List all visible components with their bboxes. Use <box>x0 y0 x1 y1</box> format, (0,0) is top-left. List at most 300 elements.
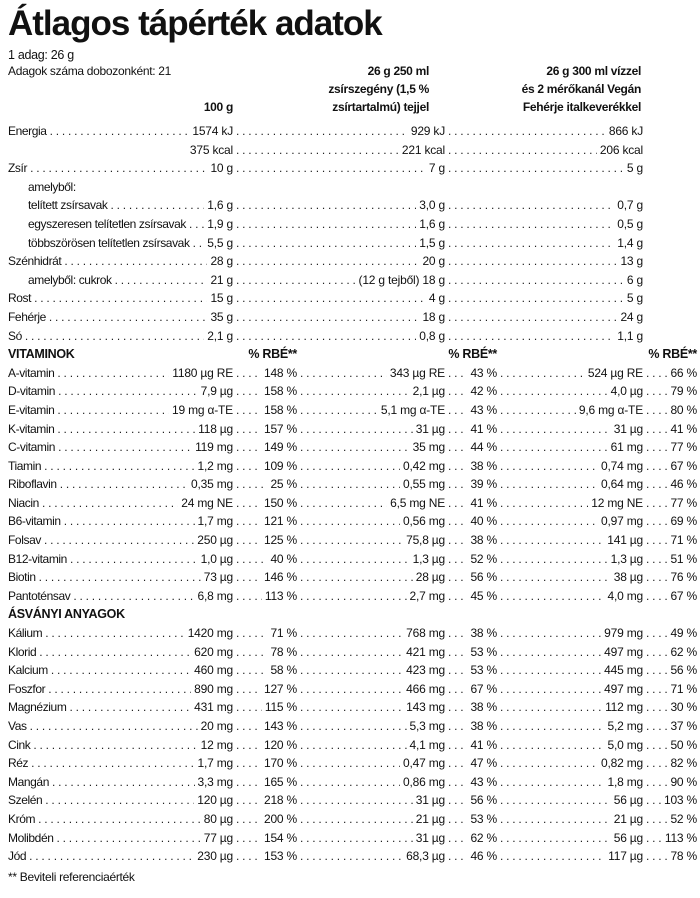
table-row <box>8 552 697 571</box>
row-label: B12-vitamin <box>8 551 67 566</box>
dot-leader <box>445 812 467 826</box>
value-100g: 1,2 mg <box>197 458 233 473</box>
value: 41 % <box>670 421 697 436</box>
value: 112 mg <box>605 700 643 715</box>
dot-leader <box>297 700 403 714</box>
value: 0,55 mg <box>403 477 445 492</box>
value: 31 µg <box>415 421 445 436</box>
value-100g: 118 µg <box>198 421 233 436</box>
value: 4,0 µg <box>610 384 643 399</box>
rbe-header-col1: % RBÉ** <box>248 347 297 362</box>
column-segment <box>497 775 643 789</box>
dot-leader <box>233 291 426 305</box>
row-label: Kálium <box>8 626 43 641</box>
column-segment <box>233 236 445 250</box>
column-segment <box>643 570 697 584</box>
dot-leader <box>297 384 410 398</box>
column-segment <box>233 756 297 770</box>
vitamins-heading: VITAMINOK <box>8 347 75 362</box>
column-segment <box>497 700 643 714</box>
row-label: Niacin <box>8 495 39 510</box>
dot-leader <box>233 626 267 640</box>
dot-leader <box>445 217 614 231</box>
dot-leader <box>70 589 194 603</box>
column-segment <box>233 254 445 268</box>
column-header-vegan-line1: 26 g 300 ml vízzel <box>546 64 641 78</box>
column-segment <box>643 422 697 436</box>
table-row <box>8 626 697 645</box>
value: 1,3 µg <box>610 551 643 566</box>
minerals-section-header <box>8 607 697 626</box>
value-100g: 375 kcal <box>189 142 233 157</box>
dot-leader <box>54 422 195 436</box>
dot-leader <box>297 663 403 677</box>
value: 423 mg <box>406 663 445 678</box>
value: 77 % <box>670 440 697 455</box>
dot-leader <box>297 775 400 789</box>
dot-leader <box>643 756 667 770</box>
dot-leader <box>497 533 604 547</box>
value: 143 % <box>263 719 297 733</box>
dot-leader <box>233 533 261 547</box>
column-segment <box>497 645 643 659</box>
value: 497 mg <box>604 644 643 659</box>
row-label: E-vitamin <box>8 402 55 417</box>
dot-leader <box>497 663 601 677</box>
dot-leader <box>643 849 667 863</box>
value-100g: 3,3 mg <box>197 774 233 789</box>
column-segment <box>297 552 445 566</box>
dot-leader <box>233 849 261 863</box>
dot-leader <box>445 738 467 752</box>
row-label: többszörösen telítetlen zsírsavak <box>28 235 190 250</box>
value: 25 % <box>270 477 297 492</box>
column-segment <box>643 626 697 640</box>
column-segment <box>445 570 497 584</box>
value: 31 µg <box>415 793 445 808</box>
column-segment <box>297 589 445 603</box>
dot-leader <box>297 719 407 733</box>
column-segment <box>643 775 697 789</box>
row-label: K-vitamin <box>8 421 55 436</box>
value: 445 mg <box>604 663 643 678</box>
dot-leader <box>41 533 194 547</box>
column-segment <box>445 626 497 640</box>
value: 200 % <box>263 811 297 826</box>
dot-leader <box>233 329 416 343</box>
column-segment <box>233 626 297 640</box>
row-label: Fehérje <box>8 309 46 324</box>
value: 67 % <box>470 681 497 696</box>
dot-leader <box>36 570 201 584</box>
column-segment <box>445 738 497 752</box>
column-segment <box>297 849 445 863</box>
dot-leader <box>297 552 410 566</box>
column-header-line-1 <box>8 64 697 82</box>
column-segment <box>445 236 643 250</box>
dot-leader <box>643 738 667 752</box>
value: 5,1 mg α-TE <box>380 402 445 417</box>
column-segment <box>233 645 297 659</box>
footnote: ** Beviteli referenciaérték <box>8 869 135 884</box>
column-segment <box>233 198 445 212</box>
value: 5 g <box>626 161 643 176</box>
value: 0,7 g <box>617 198 643 213</box>
dot-leader <box>643 403 667 417</box>
value: 39 % <box>470 477 497 492</box>
value-100g: 73 µg <box>203 570 233 585</box>
column-segment <box>445 217 643 231</box>
table-row <box>8 775 697 794</box>
dot-leader <box>445 366 467 380</box>
column-segment <box>445 477 497 491</box>
dot-leader <box>445 477 467 491</box>
dot-leader <box>445 143 597 157</box>
table-row <box>8 422 697 441</box>
value-100g: 0,35 mg <box>191 477 233 492</box>
column-segment <box>297 793 445 807</box>
value: 146 % <box>263 570 297 585</box>
value: 5,3 mg <box>409 719 445 733</box>
column-header-line-3 <box>8 100 697 118</box>
value: 43 % <box>470 774 497 789</box>
column-segment <box>445 812 497 826</box>
value-100g: 620 mg <box>194 644 233 659</box>
value-100g: 1,9 g <box>207 216 233 231</box>
value: 40 % <box>270 551 297 566</box>
dot-leader <box>61 254 207 268</box>
value: 18 g <box>422 309 445 324</box>
dot-leader <box>643 793 661 807</box>
dot-leader <box>48 663 191 677</box>
dot-leader <box>233 700 262 714</box>
column-header-line-2 <box>8 82 697 100</box>
value: 1,8 mg <box>607 774 643 789</box>
column-segment <box>445 849 497 863</box>
column-segment <box>643 812 697 826</box>
row-label: D-vitamin <box>8 384 56 399</box>
column-segment <box>497 496 643 510</box>
dot-leader <box>36 645 191 659</box>
value: 35 mg <box>412 440 445 455</box>
dot-leader <box>445 756 467 770</box>
value: 46 % <box>670 477 697 492</box>
servings-per-container: Adagok száma dobozonként: 21 <box>8 64 172 78</box>
dot-leader <box>497 514 598 528</box>
dot-leader <box>445 236 614 250</box>
value: 24 g <box>620 309 643 324</box>
column-segment <box>643 366 697 380</box>
value-100g: 1,7 mg <box>197 514 233 529</box>
value: 113 % <box>664 830 697 845</box>
value: 4,0 mg <box>607 588 643 603</box>
dot-leader <box>497 384 608 398</box>
dot-leader <box>445 440 467 454</box>
value: 82 % <box>670 756 697 771</box>
column-segment <box>233 663 297 677</box>
dot-leader <box>445 310 617 324</box>
value: 768 mg <box>406 626 445 641</box>
value: 497 mg <box>604 681 643 696</box>
value: 31 µg <box>613 421 643 436</box>
dot-leader <box>497 719 605 733</box>
column-segment <box>233 217 445 231</box>
value: 49 % <box>670 626 697 641</box>
dot-leader <box>233 570 261 584</box>
column-segment <box>445 254 643 268</box>
value-100g: 10 g <box>210 161 233 176</box>
dot-leader <box>643 775 667 789</box>
dot-leader <box>643 552 667 566</box>
column-segment <box>297 738 445 752</box>
dot-leader <box>39 496 178 510</box>
table-row <box>8 329 697 348</box>
column-segment <box>233 366 297 380</box>
row-label: amelyből: cukrok <box>28 272 112 287</box>
dot-leader <box>233 775 261 789</box>
dot-leader <box>445 291 624 305</box>
value: 56 µg <box>613 793 643 808</box>
column-segment <box>445 775 497 789</box>
vitamins-section <box>8 366 697 608</box>
value: 56 % <box>470 793 497 808</box>
column-segment <box>643 738 697 752</box>
column-segment <box>643 589 697 603</box>
column-segment <box>497 477 643 491</box>
value: 71 % <box>670 681 697 696</box>
row-label: amelyből: <box>28 179 76 194</box>
value: 103 % <box>663 793 697 808</box>
column-segment <box>445 793 497 807</box>
table-row <box>8 198 697 217</box>
column-segment <box>497 422 643 436</box>
column-segment <box>497 384 643 398</box>
value: 67 % <box>670 588 697 603</box>
dot-leader <box>233 310 419 324</box>
table-row <box>8 366 697 385</box>
column-segment <box>445 589 497 603</box>
value: 421 mg <box>406 644 445 659</box>
dot-leader <box>643 477 667 491</box>
column-segment <box>497 812 643 826</box>
value: 157 % <box>263 421 297 436</box>
dot-leader <box>233 254 419 268</box>
column-segment <box>445 533 497 547</box>
row-label: Szénhidrát <box>8 254 62 269</box>
column-segment <box>297 366 445 380</box>
column-segment <box>233 775 297 789</box>
column-segment <box>497 793 643 807</box>
table-row <box>8 533 697 552</box>
dot-leader <box>233 589 262 603</box>
dot-leader <box>46 310 208 324</box>
column-segment <box>643 700 697 714</box>
value: 37 % <box>670 719 697 733</box>
table-row <box>8 700 697 719</box>
row-label: Mangán <box>8 774 49 789</box>
value: 2,1 µg <box>412 384 445 399</box>
minerals-section <box>8 626 697 868</box>
value: 38 % <box>470 700 497 715</box>
value-100g: 7,9 µg <box>200 384 233 399</box>
table-row <box>8 812 697 831</box>
rbe-header-col2: % RBÉ** <box>448 347 497 362</box>
value-100g: 1574 kJ <box>192 124 233 138</box>
dot-leader <box>497 552 608 566</box>
dot-leader <box>297 626 403 640</box>
column-segment <box>297 403 445 417</box>
column-segment <box>297 626 445 640</box>
value: 115 % <box>264 700 297 715</box>
value: 143 mg <box>406 700 445 715</box>
column-segment <box>445 143 643 157</box>
column-segment <box>233 496 297 510</box>
column-segment <box>643 477 697 491</box>
dot-leader <box>643 645 667 659</box>
dot-leader <box>54 403 169 417</box>
column-segment <box>445 180 643 194</box>
table-row <box>8 570 697 589</box>
column-segment <box>297 477 445 491</box>
dot-leader <box>27 161 207 175</box>
table-row <box>8 477 697 496</box>
column-segment <box>445 273 643 287</box>
value-100g: 1,0 µg <box>200 551 233 566</box>
dot-leader <box>445 589 467 603</box>
column-segment <box>233 273 445 287</box>
dot-leader <box>643 812 667 826</box>
dot-leader <box>233 812 261 826</box>
value-100g: 1180 µg RE <box>172 365 233 380</box>
dot-leader <box>445 645 467 659</box>
value-100g: 6,8 mg <box>197 588 233 603</box>
value: 7 g <box>428 161 445 176</box>
value: 53 % <box>470 811 497 826</box>
column-segment <box>497 756 643 770</box>
dot-leader <box>497 756 598 770</box>
value: 66 % <box>670 365 697 380</box>
dot-leader <box>445 422 467 436</box>
dot-leader <box>497 831 611 845</box>
column-segment <box>497 626 643 640</box>
column-segment <box>445 645 497 659</box>
dot-leader <box>297 440 410 454</box>
value: 56 % <box>470 570 497 585</box>
table-row <box>8 384 697 403</box>
value: 52 % <box>470 551 497 566</box>
value: 148 % <box>263 365 297 380</box>
value: 0,86 mg <box>403 774 445 789</box>
column-segment <box>233 793 297 807</box>
dot-leader <box>497 589 605 603</box>
column-segment <box>445 831 497 845</box>
value: 78 % <box>670 849 697 864</box>
value: 127 % <box>263 681 297 696</box>
column-segment <box>643 496 697 510</box>
column-segment <box>297 663 445 677</box>
dot-leader <box>497 700 602 714</box>
column-segment <box>233 161 445 175</box>
value: 79 % <box>670 384 697 399</box>
value: 42 % <box>470 384 497 399</box>
column-segment <box>233 719 297 733</box>
dot-leader <box>643 831 662 845</box>
column-segment <box>297 459 445 473</box>
dot-leader <box>643 533 667 547</box>
row-label: Só <box>8 328 22 343</box>
value: 117 µg <box>608 849 643 864</box>
column-segment <box>445 291 643 305</box>
column-segment <box>297 440 445 454</box>
value: 62 % <box>470 830 497 845</box>
dot-leader <box>233 459 261 473</box>
column-segment <box>497 719 643 733</box>
dot-leader <box>297 738 407 752</box>
value: 0,74 mg <box>601 458 643 473</box>
value-100g: 12 mg <box>200 737 233 752</box>
value: 979 mg <box>604 626 643 641</box>
value-100g: 77 µg <box>203 830 233 845</box>
value: 21 µg <box>415 811 445 826</box>
dot-leader <box>233 682 261 696</box>
value: 125 % <box>263 533 297 548</box>
dot-leader <box>497 440 608 454</box>
value: 113 % <box>264 588 297 603</box>
table-row <box>8 849 697 868</box>
table-row <box>8 756 697 775</box>
column-segment <box>297 570 445 584</box>
column-segment <box>445 366 497 380</box>
value-100g: 431 mg <box>194 700 233 715</box>
dot-leader <box>445 682 467 696</box>
dot-leader <box>445 700 467 714</box>
dot-leader <box>233 496 261 510</box>
column-segment <box>445 161 643 175</box>
row-label: Zsír <box>8 161 28 176</box>
column-segment <box>497 682 643 696</box>
dot-leader <box>233 236 416 250</box>
column-segment <box>233 533 297 547</box>
column-segment <box>445 310 643 324</box>
dot-leader <box>35 812 201 826</box>
dot-leader <box>497 422 611 436</box>
column-segment <box>233 384 297 398</box>
table-row <box>8 831 697 850</box>
dot-leader <box>497 682 601 696</box>
dot-leader <box>445 496 467 510</box>
value-100g: 1,6 g <box>207 198 233 213</box>
value: 30 % <box>670 700 697 715</box>
dot-leader <box>497 812 611 826</box>
dot-leader <box>445 403 467 417</box>
column-header-milk-line2: zsírszegény (1,5 % <box>328 82 429 96</box>
table-row <box>8 143 697 162</box>
value: 1,5 g <box>419 235 445 250</box>
column-segment <box>233 180 445 194</box>
dot-leader <box>42 793 194 807</box>
value: 20 g <box>422 254 445 269</box>
dot-leader <box>26 849 194 863</box>
dot-leader <box>66 700 191 714</box>
column-segment <box>643 663 697 677</box>
value: 44 % <box>470 440 497 455</box>
value-100g: 890 mg <box>194 681 233 696</box>
table-row <box>8 793 697 812</box>
column-segment <box>643 403 697 417</box>
dot-leader <box>22 329 204 343</box>
dot-leader <box>47 124 190 138</box>
column-segment <box>497 738 643 752</box>
